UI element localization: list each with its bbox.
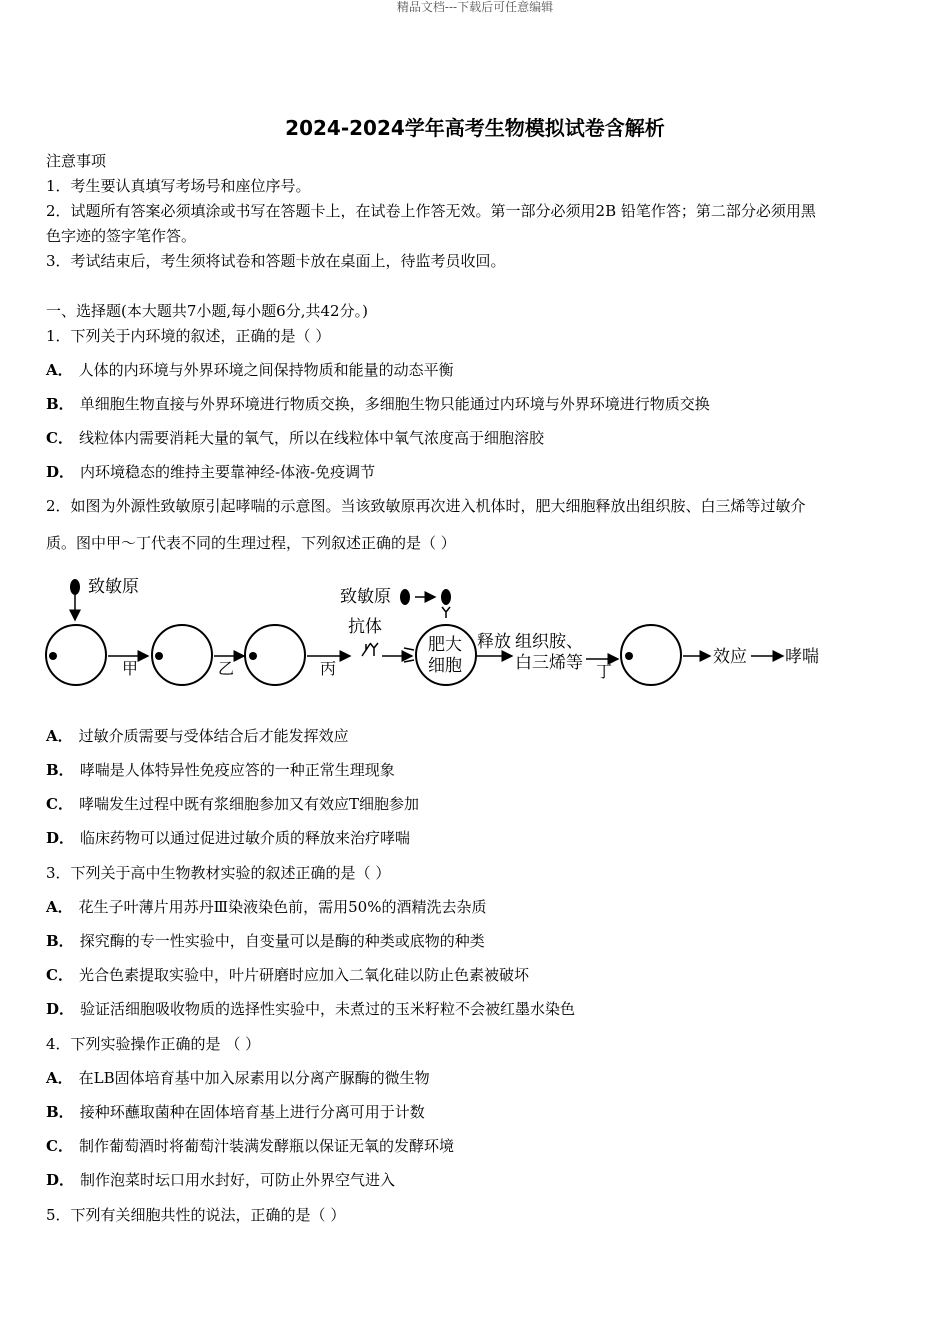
- antibody-label: 抗体: [348, 617, 382, 637]
- effect-label: 效应: [713, 647, 747, 667]
- allergen-label-2: 致敏原: [340, 587, 391, 607]
- asthma-label: 哮喘: [785, 647, 819, 667]
- q3-option-d: D． 验证活细胞吸收物质的选择性实验中，未煮过的玉米籽粒不会被红墨水染色: [46, 1000, 576, 1018]
- question-1-stem: 1．下列关于内环境的叙述，正确的是（ ）: [46, 327, 331, 345]
- q3-option-a: A． 花生子叶薄片用苏丹Ⅲ染液染色前，需用50%的酒精洗去杂质: [46, 898, 487, 916]
- mast-cell-label: 肥大: [428, 635, 462, 655]
- page-header: 精品文档---下载后可任意编辑: [396, 0, 554, 14]
- question-2-stem-cont: 质。图中甲～丁代表不同的生理过程，下列叙述正确的是（ ）: [46, 534, 456, 552]
- q3-option-c: C． 光合色素提取实验中，叶片研磨时应加入二氧化硅以防止色素被破坏: [46, 966, 529, 984]
- question-5-stem: 5．下列有关细胞共性的说法，正确的是（ ）: [46, 1206, 346, 1224]
- q1-option-c: C． 线粒体内需要消耗大量的氧气，所以在线粒体中氧气浓度高于细胞溶胶: [46, 429, 544, 447]
- allergen-label: 致敏原: [88, 577, 139, 597]
- q4-option-a: A． 在LB固体培育基中加入尿素用以分离产脲酶的微生物: [46, 1069, 430, 1087]
- q3-option-b: B． 探究酶的专一性实验中，自变量可以是酶的种类或底物的种类: [46, 932, 485, 950]
- document-title: 2024-2024学年高考生物模拟试卷含解析: [285, 116, 665, 140]
- process-yi-label: 乙: [218, 659, 235, 678]
- mediator-label: 组织胺、: [515, 632, 583, 652]
- notice-item: 3．考试结束后，考生须将试卷和答题卡放在桌面上，待监考员收回。: [46, 252, 506, 270]
- process-jia-label: 甲: [122, 659, 139, 678]
- svg-text:白三烯等: 白三烯等: [515, 653, 583, 673]
- q2-option-c: C． 哮喘发生过程中既有浆细胞参加又有效应T细胞参加: [46, 795, 419, 813]
- question-4-stem: 4．下列实验操作正确的是 （ ）: [46, 1035, 261, 1053]
- q2-option-a: A． 过敏介质需要与受体结合后才能发挥效应: [46, 727, 349, 745]
- question-3-stem: 3．下列关于高中生物教材实验的叙述正确的是（ ）: [46, 864, 391, 882]
- svg-text:细胞: 细胞: [428, 656, 462, 676]
- q1-option-b: B． 单细胞生物直接与外界环境进行物质交换，多细胞生物只能通过内环境与外界环境进行物质交换: [46, 395, 710, 413]
- q2-option-d: D． 临床药物可以通过促进过敏介质的释放来治疗哮喘: [46, 829, 411, 847]
- q1-option-a: A． 人体的内环境与外界环境之间保持物质和能量的动态平衡: [46, 361, 454, 379]
- process-ding-label: 丁: [596, 662, 613, 681]
- q2-option-b: B． 哮喘是人体特异性免疫应答的一种正常生理现象: [46, 761, 395, 779]
- q4-option-b: B． 接种环蘸取菌种在固体培育基上进行分离可用于计数: [46, 1103, 425, 1121]
- notice-item: 1．考生要认真填写考场号和座位序号。: [46, 177, 311, 195]
- allergen-dot-icon: [70, 579, 80, 595]
- process-bing-label: 丙: [320, 659, 337, 678]
- notice-heading: 注意事项: [46, 152, 107, 170]
- allergy-asthma-diagram: [0, 570, 950, 710]
- notice-item: 色字迹的签字笔作答。: [46, 227, 197, 245]
- notice-item: 2．试题所有答案必须填涂或书写在答题卡上，在试卷上作答无效。第一部分必须用2B 铅笔作答；第二部分必须用黑: [46, 202, 816, 220]
- q4-option-d: D． 制作泡菜时坛口用水封好，可防止外界空气进入: [46, 1171, 396, 1189]
- section-title: 一、选择题(本大题共7小题,每小题6分,共42分。): [46, 302, 368, 320]
- q1-option-d: D． 内环境稳态的维持主要靠神经-体液-免疫调节: [46, 463, 376, 481]
- mast-cell: [416, 625, 476, 685]
- q4-option-c: C． 制作葡萄酒时将葡萄汁装满发酵瓶以保证无氧的发酵环境: [46, 1137, 454, 1155]
- release-label: 释放: [477, 632, 511, 652]
- question-2-stem: 2．如图为外源性致敏原引起哮喘的示意图。当该致敏原再次进入机体时，肥大细胞释放出组织胺、白三烯等过敏介: [46, 497, 806, 515]
